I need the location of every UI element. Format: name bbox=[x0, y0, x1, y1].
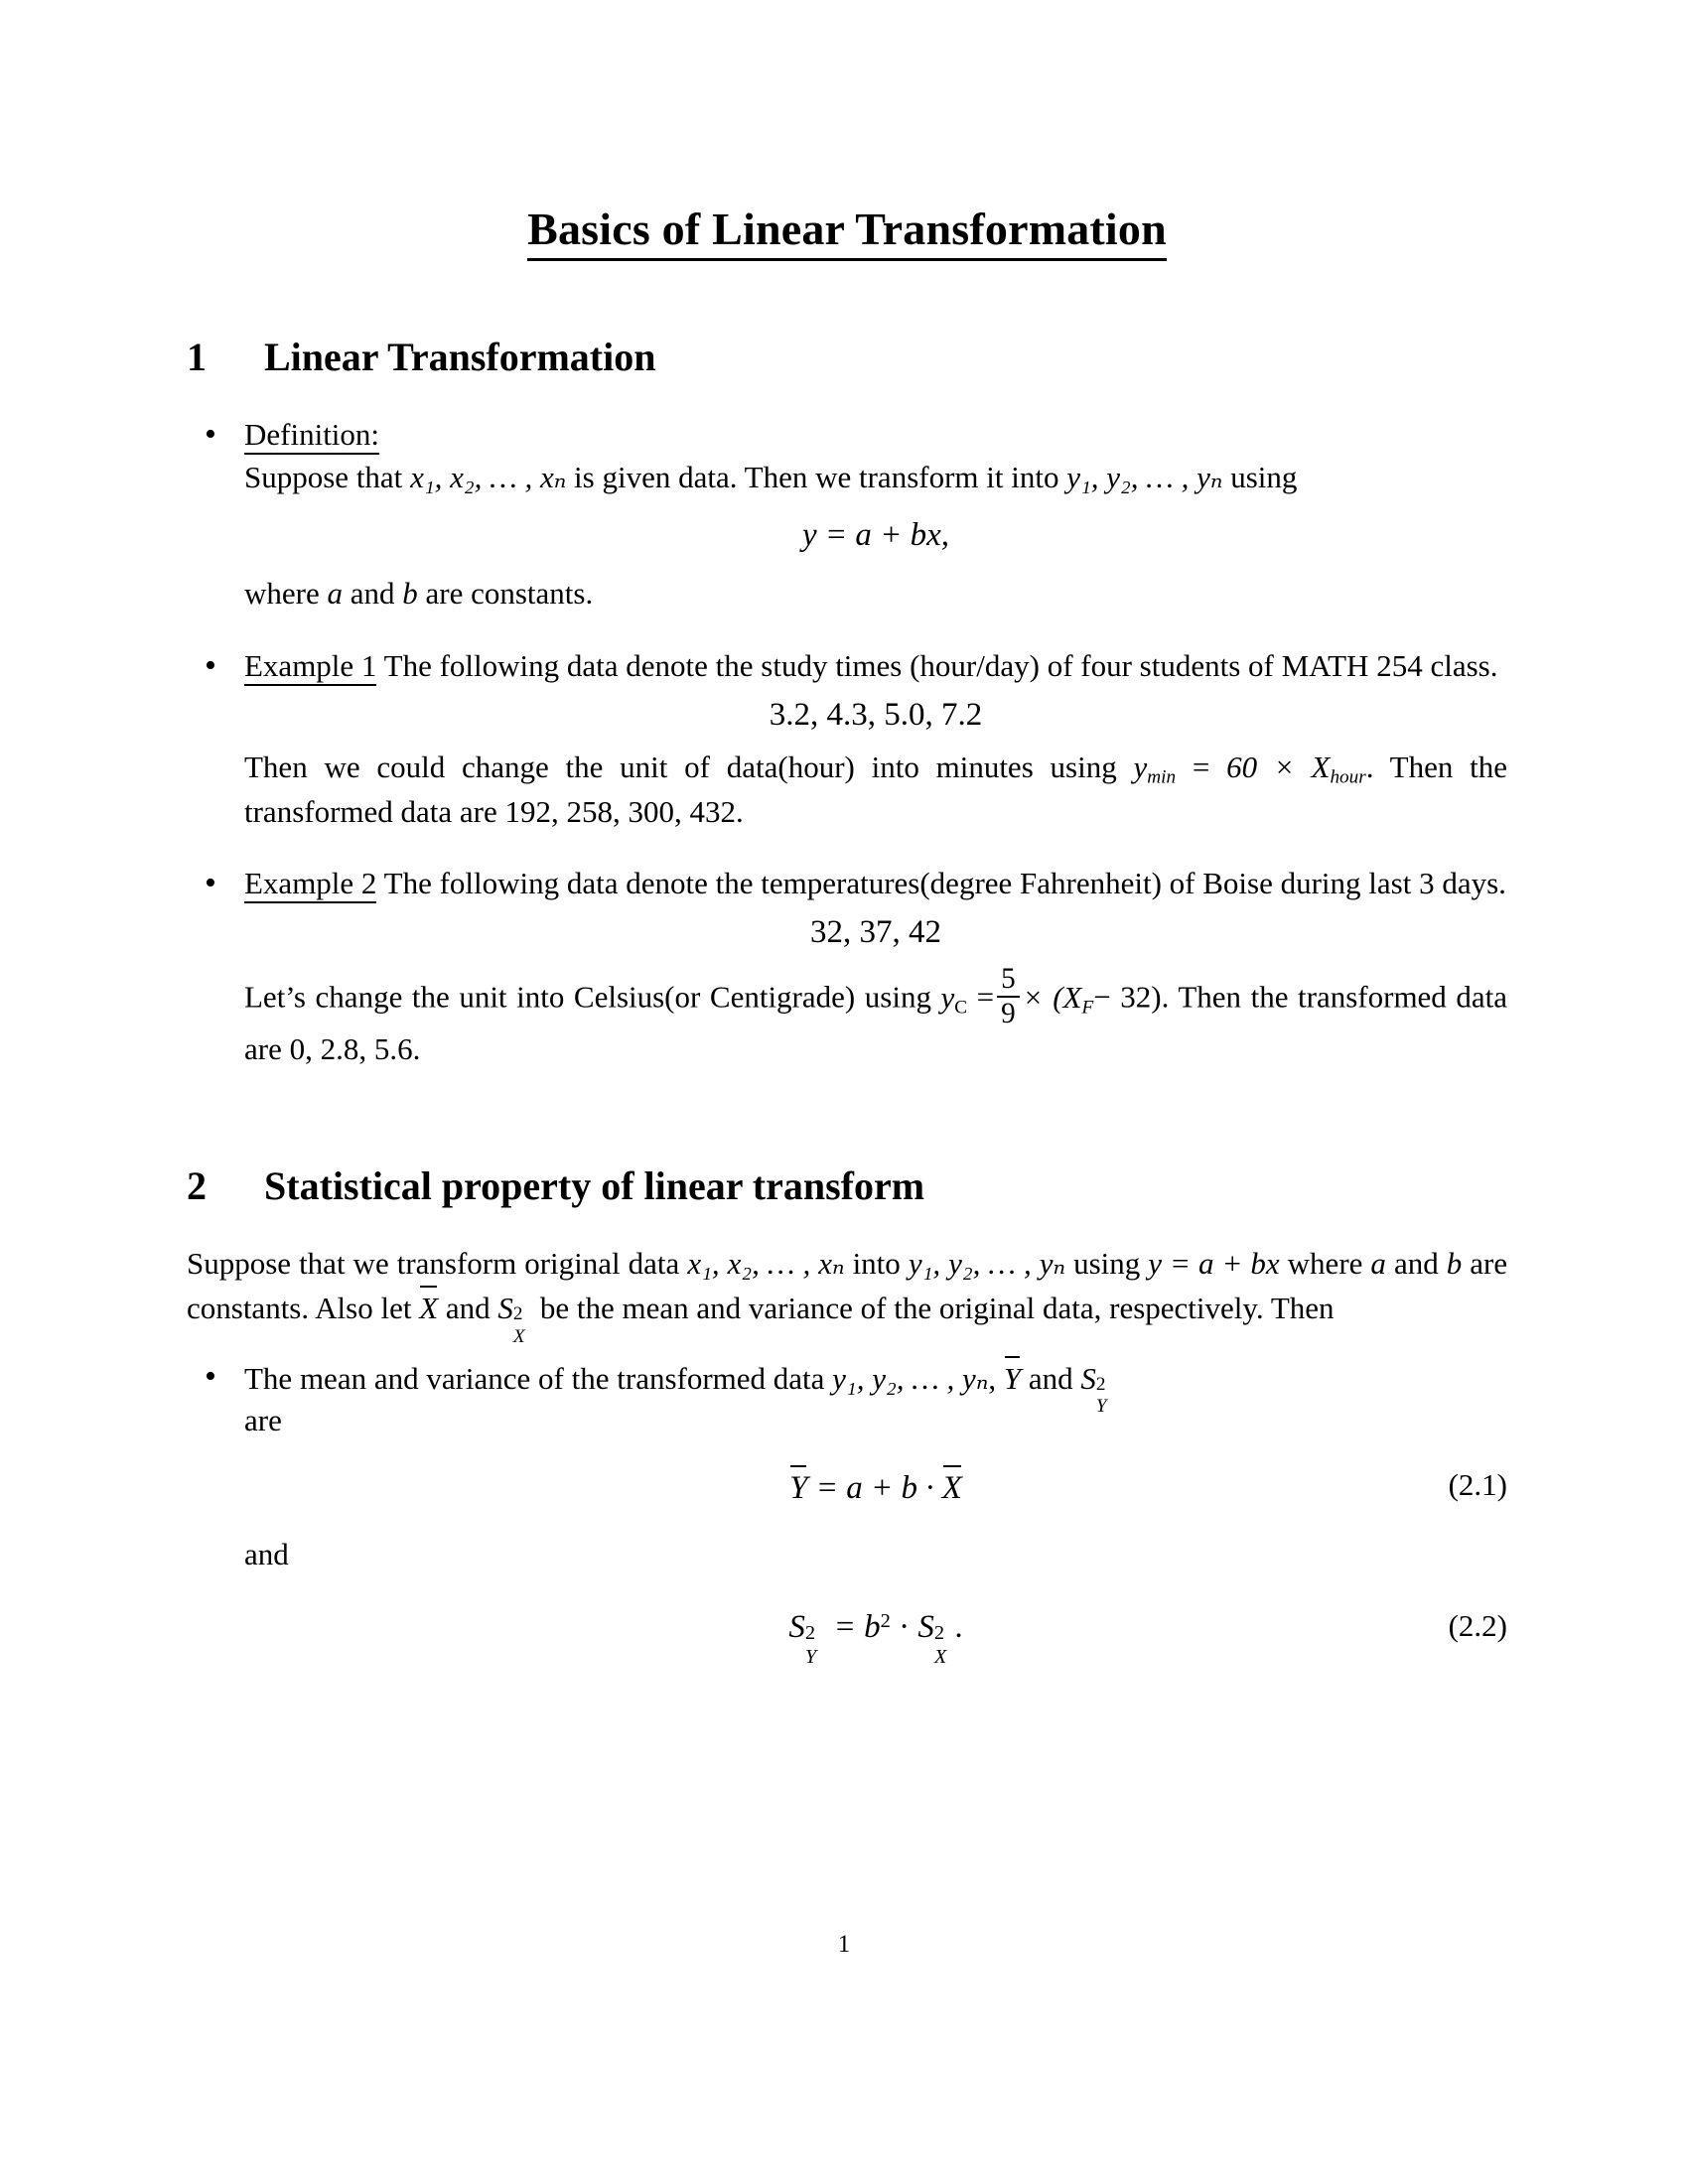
intro-s2x-sub: X bbox=[512, 1325, 525, 1347]
definition-line2: is given data. Then we transform it into bbox=[574, 459, 1059, 494]
example-2-formula-rhs bbox=[1022, 979, 1094, 1018]
bullet-mean-variance bbox=[187, 1356, 1507, 1669]
section-heading-1 bbox=[187, 334, 1507, 380]
intro-x-bar: X bbox=[419, 1286, 438, 1330]
example-1-formula-rhs bbox=[1226, 749, 1366, 788]
definition-y-list: y₁, y₂, … , yₙ bbox=[1066, 459, 1223, 494]
intro-part10: and bbox=[445, 1290, 491, 1325]
intro-s2x-sup: 2 bbox=[512, 1302, 523, 1324]
equation-2-2 bbox=[244, 1605, 1507, 1669]
eq22-dot: · bbox=[899, 1609, 911, 1646]
example-1-formula bbox=[1133, 749, 1177, 788]
eq22-s2y-sub: Y bbox=[804, 1646, 817, 1669]
mv-and-word: and bbox=[244, 1536, 289, 1571]
example-2-text2a: Let’s change the unit into Celsius(or Centigrade) using bbox=[244, 979, 931, 1015]
bullet-example-1 bbox=[187, 645, 1507, 833]
mv-are: are bbox=[244, 1403, 282, 1438]
intro-transform-equation: y = a + bx bbox=[1148, 1246, 1280, 1281]
definition-line1: Suppose that bbox=[244, 459, 403, 494]
intro-part3: using bbox=[1073, 1246, 1141, 1281]
section-1-title: Linear Transformation bbox=[264, 334, 656, 379]
mv-and: and bbox=[1028, 1360, 1073, 1396]
eq22-s2x-base: S bbox=[917, 1609, 934, 1646]
section-2-intro bbox=[187, 1243, 1508, 1347]
section-1-number: 1 bbox=[187, 334, 207, 379]
mv-s2y bbox=[1080, 1358, 1115, 1418]
example-2-formula-rhs-sub: F bbox=[1081, 996, 1094, 1018]
eq22-s2x-sup: 2 bbox=[933, 1622, 945, 1645]
mv-s2y-sup: 2 bbox=[1095, 1373, 1106, 1395]
example-2-fraction bbox=[997, 964, 1020, 1028]
section-2-title: Statistical property of linear transform bbox=[264, 1163, 925, 1208]
example-2-fraction-denominator: 9 bbox=[997, 996, 1020, 1029]
example-2-formula-eq: = bbox=[976, 979, 995, 1015]
definition-label: Definition: bbox=[244, 417, 379, 455]
example-2-formula-y-sub: C bbox=[954, 996, 968, 1018]
mv-s2y-base: S bbox=[1080, 1360, 1096, 1396]
intro-part11: be the mean and variance of the original data, respectively. Then bbox=[539, 1290, 1335, 1325]
eq22-body: = b bbox=[833, 1609, 881, 1646]
example-1-data: 3.2, 4.3, 5.0, 7.2 bbox=[769, 696, 983, 733]
intro-s2x bbox=[497, 1288, 532, 1347]
example-1-label: Example 1 bbox=[244, 648, 376, 686]
eq22-s2y-sup: 2 bbox=[804, 1622, 816, 1645]
example-2-formula-y-base: y bbox=[940, 979, 955, 1015]
page-title-text: Basics of Linear Transformation bbox=[527, 204, 1167, 261]
definition-line4-tail: are constants. bbox=[425, 576, 594, 612]
eq21-body: = a + b · bbox=[815, 1470, 934, 1507]
example-1-formula-y-sub: min bbox=[1147, 766, 1177, 788]
intro-y-list: y₁, y₂, … , yₙ bbox=[908, 1246, 1066, 1281]
intro-part7: and bbox=[1393, 1246, 1439, 1281]
intro-part1: Suppose that we transform original data bbox=[187, 1246, 680, 1281]
mv-s2y-sub: Y bbox=[1095, 1396, 1107, 1418]
eq21-x-bar: X bbox=[942, 1464, 962, 1512]
mv-part1: The mean and variance of the transformed data bbox=[244, 1360, 825, 1396]
equation-2-2-tag: (2.2) bbox=[1448, 1608, 1507, 1644]
definition-equation: y = a + bx, bbox=[801, 517, 950, 554]
definition-line4-where: where bbox=[244, 576, 320, 612]
intro-part5: where bbox=[1287, 1246, 1363, 1281]
example-2-formula-rhs-text: × (X bbox=[1022, 979, 1082, 1015]
eq22-body-sup: 2 bbox=[880, 1610, 891, 1633]
eq22-s2y bbox=[788, 1605, 825, 1669]
eq21-y-bar: Y bbox=[789, 1464, 807, 1512]
section-1-bullet-list bbox=[187, 414, 1507, 1071]
definition-const-a: a bbox=[327, 576, 343, 612]
example-1-formula-eq: = bbox=[1192, 749, 1210, 784]
intro-x-list: x₁, x₂, … , xₙ bbox=[687, 1246, 845, 1281]
example-1-formula-rhs-text: 60 × X bbox=[1226, 749, 1331, 784]
example-2-formula-tail: − 32). bbox=[1093, 979, 1170, 1015]
example-2-formula-y bbox=[940, 979, 968, 1018]
example-1-formula-rhs-sub: hour bbox=[1330, 766, 1366, 788]
bullet-example-2 bbox=[187, 863, 1507, 1071]
intro-part2: into bbox=[852, 1246, 901, 1281]
section-2-bullet-list bbox=[187, 1356, 1507, 1669]
example-1-text2a: Then we could change the unit of data(hour) into minutes using bbox=[244, 749, 1117, 784]
example-1-formula-y: y bbox=[1133, 749, 1148, 784]
eq22-period: . bbox=[954, 1609, 963, 1646]
definition-x-list: x₁, x₂, … , xₙ bbox=[410, 459, 567, 494]
equation-2-1 bbox=[244, 1464, 1507, 1512]
example-2-fraction-numerator: 5 bbox=[1001, 963, 1016, 996]
document-body bbox=[187, 0, 1507, 1681]
bullet-definition bbox=[187, 414, 1507, 615]
intro-const-b: b bbox=[1446, 1246, 1463, 1281]
definition-line4-and: and bbox=[350, 576, 395, 612]
section-heading-2 bbox=[187, 1162, 1507, 1209]
example-1-text1: The following data denote the study times (hour/day) of four students of MATH 254 class. bbox=[383, 648, 1498, 684]
page-title bbox=[187, 204, 1507, 256]
intro-s2x-base: S bbox=[497, 1290, 513, 1325]
eq22-s2x bbox=[917, 1605, 954, 1669]
example-2-text1: The following data denote the temperatures(degree Fahrenheit) of Boise during last 3 days. bbox=[383, 866, 1506, 901]
intro-part9: are constants. Also let bbox=[187, 1246, 1508, 1325]
eq22-s2x-sub: X bbox=[933, 1646, 947, 1669]
definition-const-b: b bbox=[402, 576, 418, 612]
example-2-data: 32, 37, 42 bbox=[810, 914, 941, 951]
example-2-label: Example 2 bbox=[244, 866, 376, 903]
example-2-text2b: Then the transformed data are 0, 2.8, 5.6. bbox=[244, 979, 1508, 1067]
eq22-s2y-base: S bbox=[788, 1609, 805, 1646]
mv-y-bar: Y bbox=[1004, 1356, 1021, 1401]
definition-line3: using bbox=[1230, 459, 1298, 494]
example-1-text2b: . Then the transformed data are 192, 258, 300, 432. bbox=[244, 749, 1508, 829]
page-number: 1 bbox=[837, 1931, 851, 1958]
equation-2-1-tag: (2.1) bbox=[1448, 1467, 1507, 1503]
mv-y-list: y₁, y₂, … , yₙ bbox=[832, 1360, 989, 1396]
intro-const-a: a bbox=[1370, 1246, 1386, 1281]
section-2-number: 2 bbox=[187, 1163, 207, 1208]
mv-comma: , bbox=[988, 1360, 997, 1396]
